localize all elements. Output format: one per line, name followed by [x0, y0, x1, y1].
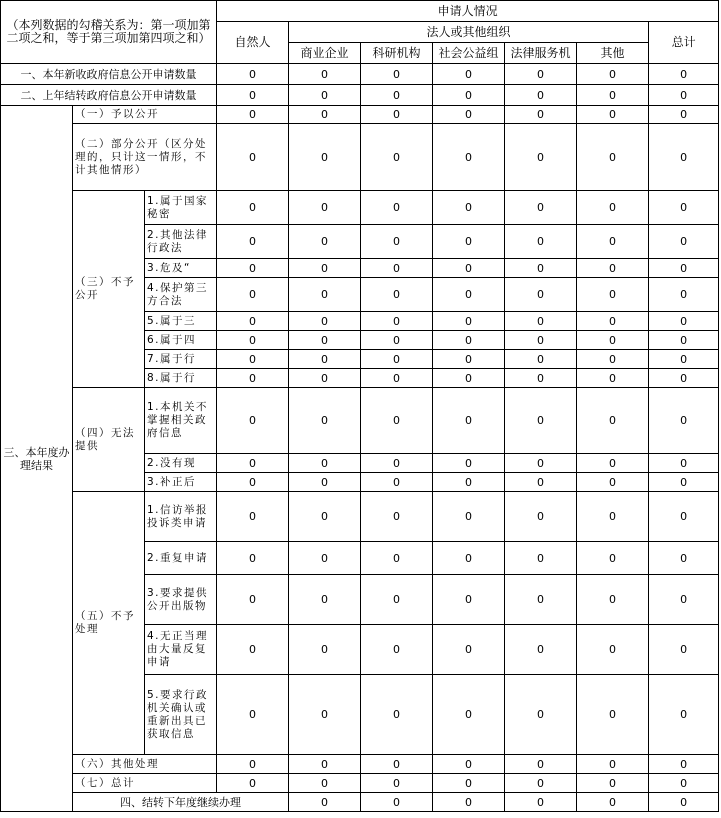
value-cell: 0: [505, 542, 577, 575]
value-cell: 0: [577, 675, 649, 755]
value-cell: 0: [505, 331, 577, 350]
value-cell: 0: [289, 191, 361, 225]
value-cell: 0: [217, 278, 289, 312]
table-row: [1, 124, 719, 191]
value-cell: 0: [217, 542, 289, 575]
value-cell: 0: [577, 542, 649, 575]
row-label: 3.要求提供公开出版物: [145, 575, 217, 625]
value-cell: 0: [433, 575, 505, 625]
value-cell: 0: [361, 350, 433, 369]
value-cell: 0: [433, 675, 505, 755]
value-cell: 0: [361, 312, 433, 331]
value-cell: 0: [361, 369, 433, 388]
row-label: （一）予以公开: [73, 106, 217, 124]
value-cell: 0: [577, 454, 649, 473]
value-cell: 0: [505, 793, 577, 812]
value-cell: 0: [505, 312, 577, 331]
value-cell: 0: [649, 625, 719, 675]
value-cell: 0: [289, 388, 361, 454]
legal-orgs-header: 法人或其他组织: [289, 22, 649, 43]
value-cell: 0: [289, 331, 361, 350]
value-cell: 0: [217, 755, 289, 774]
value-cell: 0: [649, 575, 719, 625]
table-row: [1, 492, 719, 542]
value-cell: 0: [433, 259, 505, 278]
value-cell: 0: [361, 225, 433, 259]
value-cell: 0: [361, 575, 433, 625]
value-cell: 0: [577, 225, 649, 259]
value-cell: 0: [289, 64, 361, 85]
value-cell: 0: [649, 473, 719, 492]
value-cell: 0: [217, 625, 289, 675]
value-cell: 0: [361, 774, 433, 793]
table-row: [1, 106, 719, 124]
org-type-header: 商业企业: [289, 43, 361, 64]
table-row: [1, 85, 719, 106]
value-cell: 0: [289, 124, 361, 191]
value-cell: 0: [649, 278, 719, 312]
value-cell: 0: [577, 106, 649, 124]
subgroup-label: （五）不予处理: [73, 492, 145, 755]
value-cell: 0: [433, 774, 505, 793]
value-cell: 0: [289, 575, 361, 625]
value-cell: 0: [649, 492, 719, 542]
row-label: 4.无正当理由大量反复申请: [145, 625, 217, 675]
value-cell: 0: [649, 259, 719, 278]
row-label: 6.属于四: [145, 331, 217, 350]
value-cell: 0: [433, 793, 505, 812]
table-row: [1, 388, 719, 454]
subgroup-label: （三）不予公开: [73, 191, 145, 388]
value-cell: 0: [433, 473, 505, 492]
value-cell: 0: [577, 369, 649, 388]
value-cell: 0: [577, 64, 649, 85]
value-cell: 0: [289, 542, 361, 575]
value-cell: 0: [577, 575, 649, 625]
value-cell: 0: [505, 225, 577, 259]
value-cell: 0: [217, 225, 289, 259]
row-label: 3.危及“: [145, 259, 217, 278]
value-cell: 0: [289, 755, 361, 774]
natural-person-header: 自然人: [217, 22, 289, 64]
value-cell: 0: [649, 675, 719, 755]
value-cell: 0: [505, 492, 577, 542]
value-cell: 0: [577, 331, 649, 350]
row-label: 二、上年结转政府信息公开申请数量: [1, 85, 217, 106]
row-label: 5.要求行政机关确认或重新出具已获取信息: [145, 675, 217, 755]
value-cell: 0: [577, 259, 649, 278]
value-cell: 0: [217, 191, 289, 225]
value-cell: 0: [577, 774, 649, 793]
org-type-header: 科研机构: [361, 43, 433, 64]
value-cell: 0: [217, 331, 289, 350]
value-cell: 0: [289, 259, 361, 278]
value-cell: 0: [289, 492, 361, 542]
value-cell: 0: [577, 388, 649, 454]
org-type-header: 社会公益组: [433, 43, 505, 64]
value-cell: 0: [433, 625, 505, 675]
value-cell: 0: [505, 64, 577, 85]
value-cell: 0: [433, 542, 505, 575]
value-cell: 0: [505, 124, 577, 191]
value-cell: 0: [649, 85, 719, 106]
value-cell: 0: [361, 64, 433, 85]
value-cell: 0: [505, 369, 577, 388]
value-cell: 0: [361, 124, 433, 191]
value-cell: 0: [649, 312, 719, 331]
value-cell: 0: [217, 350, 289, 369]
value-cell: 0: [217, 575, 289, 625]
value-cell: 0: [505, 675, 577, 755]
value-cell: 0: [577, 350, 649, 369]
applicant-info-header: 申请人情况: [217, 1, 719, 22]
value-cell: 0: [289, 793, 361, 812]
row-label: 1.信访举报投诉类申请: [145, 492, 217, 542]
value-cell: 0: [505, 755, 577, 774]
value-cell: 0: [649, 124, 719, 191]
value-cell: 0: [649, 793, 719, 812]
value-cell: 0: [577, 625, 649, 675]
row-label: 2.其他法律行政法: [145, 225, 217, 259]
org-type-header: 其他: [577, 43, 649, 64]
value-cell: 0: [433, 191, 505, 225]
table-row: [1, 793, 719, 812]
value-cell: 0: [649, 388, 719, 454]
value-cell: 0: [361, 473, 433, 492]
value-cell: 0: [649, 454, 719, 473]
row-label: （七）总计: [73, 774, 217, 793]
value-cell: 0: [217, 124, 289, 191]
value-cell: 0: [577, 191, 649, 225]
table-row: [1, 755, 719, 774]
value-cell: 0: [433, 312, 505, 331]
value-cell: 0: [433, 755, 505, 774]
value-cell: 0: [577, 473, 649, 492]
row-label: 3.补正后: [145, 473, 217, 492]
value-cell: 0: [361, 85, 433, 106]
value-cell: 0: [361, 675, 433, 755]
value-cell: 0: [217, 369, 289, 388]
section-three-label: 三、本年度办理结果: [1, 106, 73, 812]
table-row: [1, 774, 719, 793]
value-cell: 0: [289, 106, 361, 124]
value-cell: 0: [361, 793, 433, 812]
org-type-header: 法律服务机: [505, 43, 577, 64]
value-cell: 0: [433, 225, 505, 259]
value-cell: 0: [649, 755, 719, 774]
value-cell: 0: [505, 774, 577, 793]
value-cell: 0: [361, 331, 433, 350]
value-cell: 0: [289, 225, 361, 259]
value-cell: 0: [433, 350, 505, 369]
value-cell: 0: [361, 542, 433, 575]
value-cell: 0: [505, 85, 577, 106]
value-cell: 0: [361, 259, 433, 278]
value-cell: 0: [217, 454, 289, 473]
value-cell: 0: [289, 369, 361, 388]
value-cell: 0: [433, 369, 505, 388]
row-label: 2.没有现: [145, 454, 217, 473]
value-cell: 0: [289, 85, 361, 106]
table-row: [1, 191, 719, 225]
subgroup-label: （四）无法提供: [73, 388, 145, 492]
total-header: 总计: [649, 22, 719, 64]
row-label: （六）其他处理: [73, 755, 217, 774]
value-cell: 0: [433, 278, 505, 312]
value-cell: 0: [649, 331, 719, 350]
value-cell: 0: [217, 64, 289, 85]
value-cell: 0: [433, 331, 505, 350]
row-label: （二）部分公开（区分处理的，只计这一情形，不计其他情形）: [73, 124, 217, 191]
value-cell: 0: [217, 774, 289, 793]
value-cell: 0: [361, 191, 433, 225]
value-cell: 0: [505, 106, 577, 124]
value-cell: 0: [649, 542, 719, 575]
row-label: 7.属于行: [145, 350, 217, 369]
value-cell: 0: [361, 106, 433, 124]
value-cell: 0: [649, 350, 719, 369]
row-label: 4.保护第三方合法: [145, 278, 217, 312]
value-cell: 0: [217, 106, 289, 124]
value-cell: 0: [289, 473, 361, 492]
value-cell: 0: [217, 492, 289, 542]
value-cell: 0: [361, 492, 433, 542]
row-label: 1.属于国家秘密: [145, 191, 217, 225]
row-label: 2.重复申请: [145, 542, 217, 575]
value-cell: 0: [649, 369, 719, 388]
row-label: 5.属于三: [145, 312, 217, 331]
value-cell: 0: [649, 225, 719, 259]
row-label: 一、本年新收政府信息公开申请数量: [1, 64, 217, 85]
value-cell: 0: [505, 473, 577, 492]
value-cell: 0: [505, 575, 577, 625]
value-cell: 0: [577, 793, 649, 812]
value-cell: 0: [649, 106, 719, 124]
value-cell: 0: [289, 278, 361, 312]
row-label: 8.属于行: [145, 369, 217, 388]
value-cell: 0: [361, 454, 433, 473]
value-cell: 0: [361, 625, 433, 675]
value-cell: 0: [361, 278, 433, 312]
value-cell: 0: [217, 388, 289, 454]
row-label: 四、结转下年度继续办理: [73, 793, 289, 812]
value-cell: 0: [289, 454, 361, 473]
value-cell: 0: [433, 64, 505, 85]
value-cell: 0: [289, 675, 361, 755]
value-cell: 0: [433, 492, 505, 542]
value-cell: 0: [217, 312, 289, 331]
value-cell: 0: [361, 388, 433, 454]
value-cell: 0: [649, 64, 719, 85]
value-cell: 0: [577, 124, 649, 191]
value-cell: 0: [505, 278, 577, 312]
value-cell: 0: [433, 85, 505, 106]
value-cell: 0: [433, 106, 505, 124]
value-cell: 0: [433, 388, 505, 454]
value-cell: 0: [505, 388, 577, 454]
value-cell: 0: [577, 492, 649, 542]
value-cell: 0: [433, 124, 505, 191]
row-label: 1.本机关不掌握相关政府信息: [145, 388, 217, 454]
value-cell: 0: [217, 259, 289, 278]
value-cell: 0: [505, 350, 577, 369]
value-cell: 0: [577, 85, 649, 106]
value-cell: 0: [361, 755, 433, 774]
value-cell: 0: [577, 755, 649, 774]
value-cell: 0: [217, 675, 289, 755]
value-cell: 0: [217, 473, 289, 492]
column-relation-note: （本列数据的勾稽关系为：第一项加第二项之和，等于第三项加第四项之和）: [1, 1, 217, 64]
value-cell: 0: [505, 454, 577, 473]
value-cell: 0: [289, 350, 361, 369]
table-row: [1, 64, 719, 85]
value-cell: 0: [505, 259, 577, 278]
value-cell: 0: [289, 312, 361, 331]
value-cell: 0: [505, 191, 577, 225]
value-cell: 0: [433, 454, 505, 473]
value-cell: 0: [505, 625, 577, 675]
value-cell: 0: [649, 191, 719, 225]
value-cell: 0: [577, 278, 649, 312]
value-cell: 0: [577, 312, 649, 331]
value-cell: 0: [217, 85, 289, 106]
value-cell: 0: [649, 774, 719, 793]
value-cell: 0: [289, 774, 361, 793]
value-cell: 0: [289, 625, 361, 675]
